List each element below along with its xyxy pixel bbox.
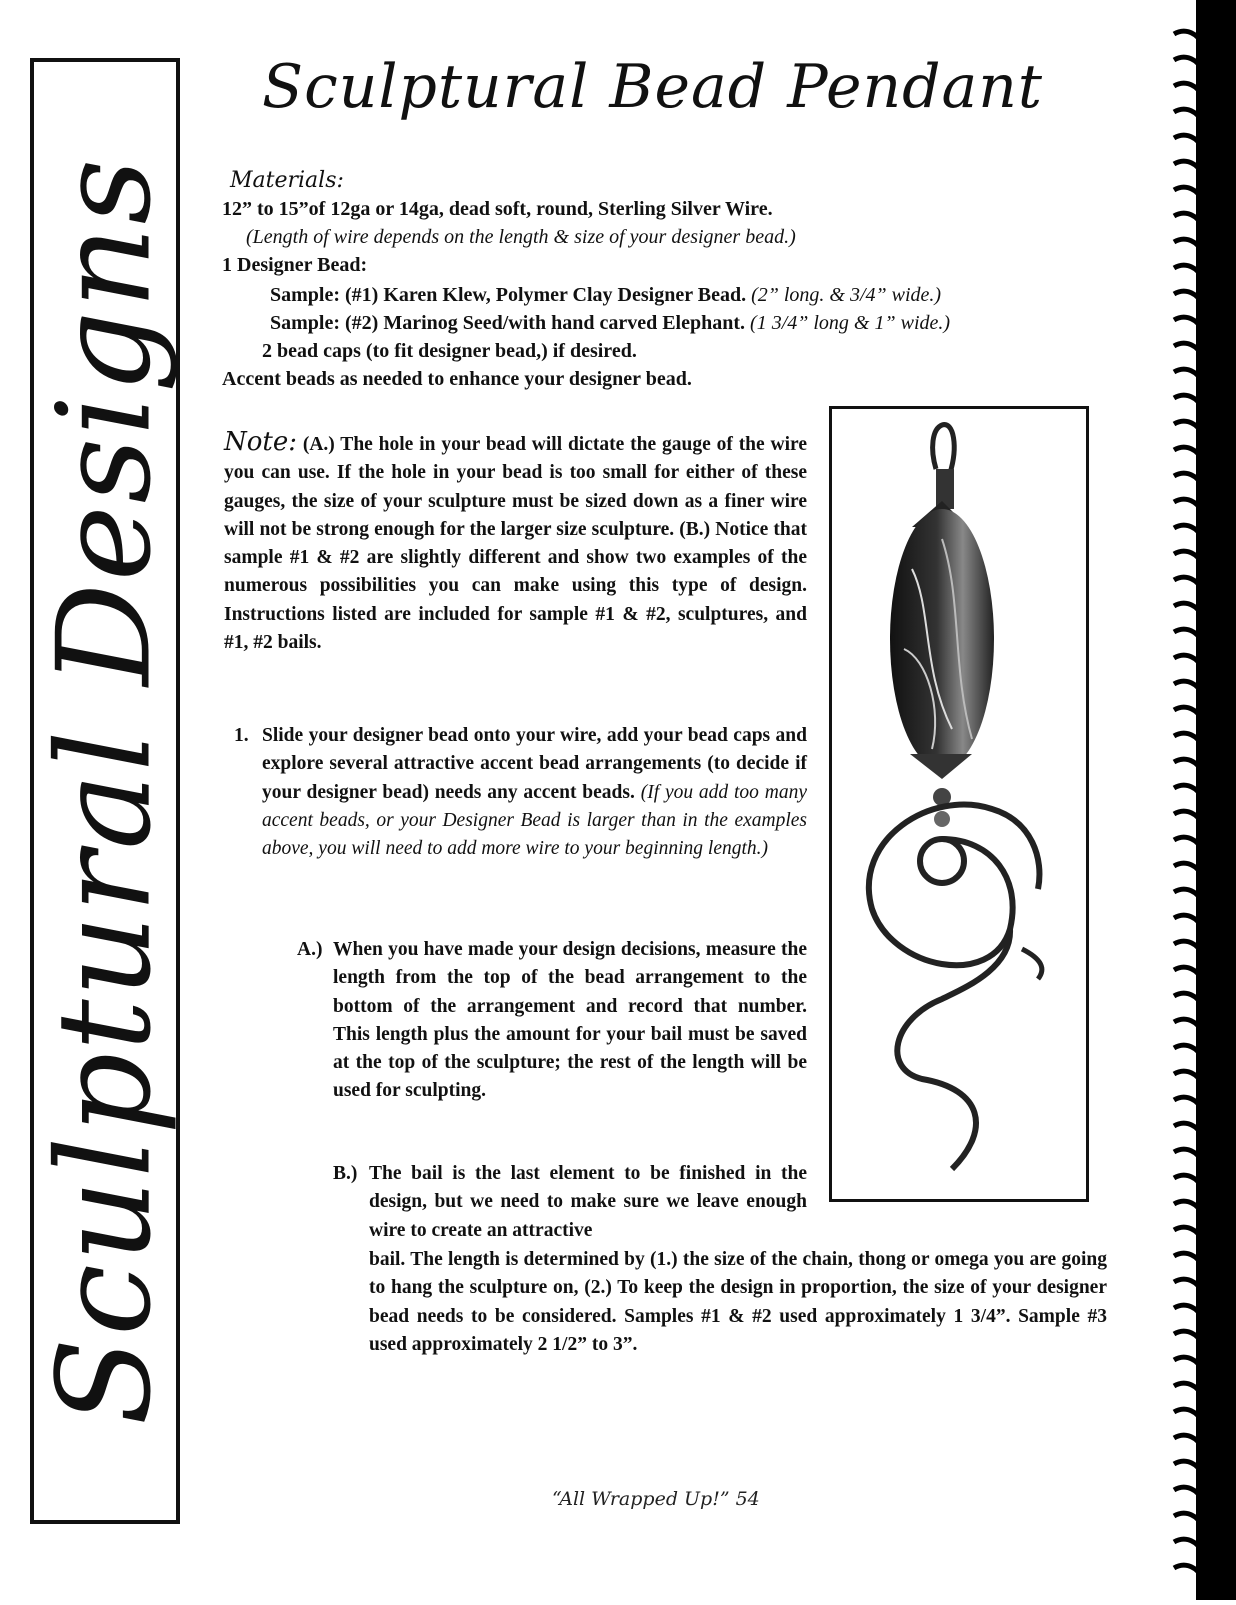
spiral-binding [1170, 0, 1236, 1600]
materials-wire: 12” to 15”of 12ga or 14ga, dead soft, round, Sterling Silver Wire. [222, 198, 773, 220]
sidebar-title: Sculptural Designs [30, 156, 180, 1426]
step-1-text: Slide your designer bead onto your wire, add your bead caps and explore several attractive accent bead arrangements (to decide if your designer bead) needs any accent beads. [262, 725, 807, 803]
step-1-italic-note: (If you add too many accent beads, or your Designer Bead is larger than in the examples above, you will need to add more wire to your beginning length.) [262, 781, 808, 860]
page-title: Sculptural Bead Pendant [262, 52, 1044, 122]
sub-b-text-1: The bail is the last element to be finished in the design, but we need to make sure we leave enough wire to create an attractive [369, 1163, 807, 1241]
sub-a-text: When you have made your design decisions, measure the length from the top of the bead arrangement to the bottom of the arrangement and record that number. This length plus the amount for your bail must be saved at the top of the sculpture; the rest of the length will be used for sculpting. [333, 939, 807, 1102]
sub-a-label: A.) [297, 939, 323, 960]
binding-coils [1170, 0, 1236, 1600]
pendant-illustration [832, 409, 1086, 1199]
materials-sample-2 [270, 312, 950, 335]
pendant-photo [829, 406, 1089, 1202]
step-1-sub-a [297, 936, 807, 1106]
note-text: (A.) The hole in your bead will dictate the gauge of the wire you can use. If the hole in your bead is too small for either of these gauges, the size of your sculpture must be sized down as a finer wire will not be strong enough for the larger size sculpture. (B.) Notice that sample #1 & #2 are slightly different and show two examples of the numerous possibilities you can make using this type of design. Instructions listed are included for sample #1 & #2, sculptures, and #1, #2 bails. [224, 434, 807, 654]
sample-2-size: (1 3/4” long & 1” wide.) [750, 312, 951, 334]
sidebar-title-box [30, 58, 180, 1524]
note-heading: Note: [224, 427, 297, 457]
materials-wire-note [246, 226, 796, 249]
step-1-sub-b-continued: bail. The length is determined by (1.) the size of the chain, thong or omega you are going to hang the sculpture on, (2.) To keep the design in proportion, the size of your designer bead needs to be considered. Samples #1 & #2 used approximately 1 3/4”. Sample #3 used approximately 2 1/2” to 3”. [369, 1249, 1107, 1355]
materials-bead-caps: 2 bead caps (to fit designer bead,) if desired. [262, 340, 637, 362]
materials-sample-1 [270, 284, 941, 307]
materials-designer-bead: 1 Designer Bead: [222, 254, 368, 276]
sub-b-label: B.) [333, 1163, 358, 1184]
note-paragraph [224, 428, 807, 657]
step-1-number: 1. [234, 725, 249, 746]
sample-2-label: Sample: (#2) Marinog Seed/with hand carved Elephant. [270, 312, 746, 334]
sample-1-size: (2” long. & 3/4” wide.) [751, 284, 942, 306]
page-footer: “All Wrapped Up!” 54 [552, 1488, 760, 1510]
materials-heading: Materials: [230, 168, 344, 193]
step-1-sub-b [333, 1160, 807, 1245]
sample-1-label: Sample: (#1) Karen Klew, Polymer Clay Designer Bead. [270, 284, 747, 306]
step-1 [234, 722, 808, 863]
materials-wire-note-text: (Length of wire depends on the length & size of your designer bead.) [246, 226, 796, 248]
materials-accent-beads: Accent beads as needed to enhance your designer bead. [222, 368, 692, 390]
